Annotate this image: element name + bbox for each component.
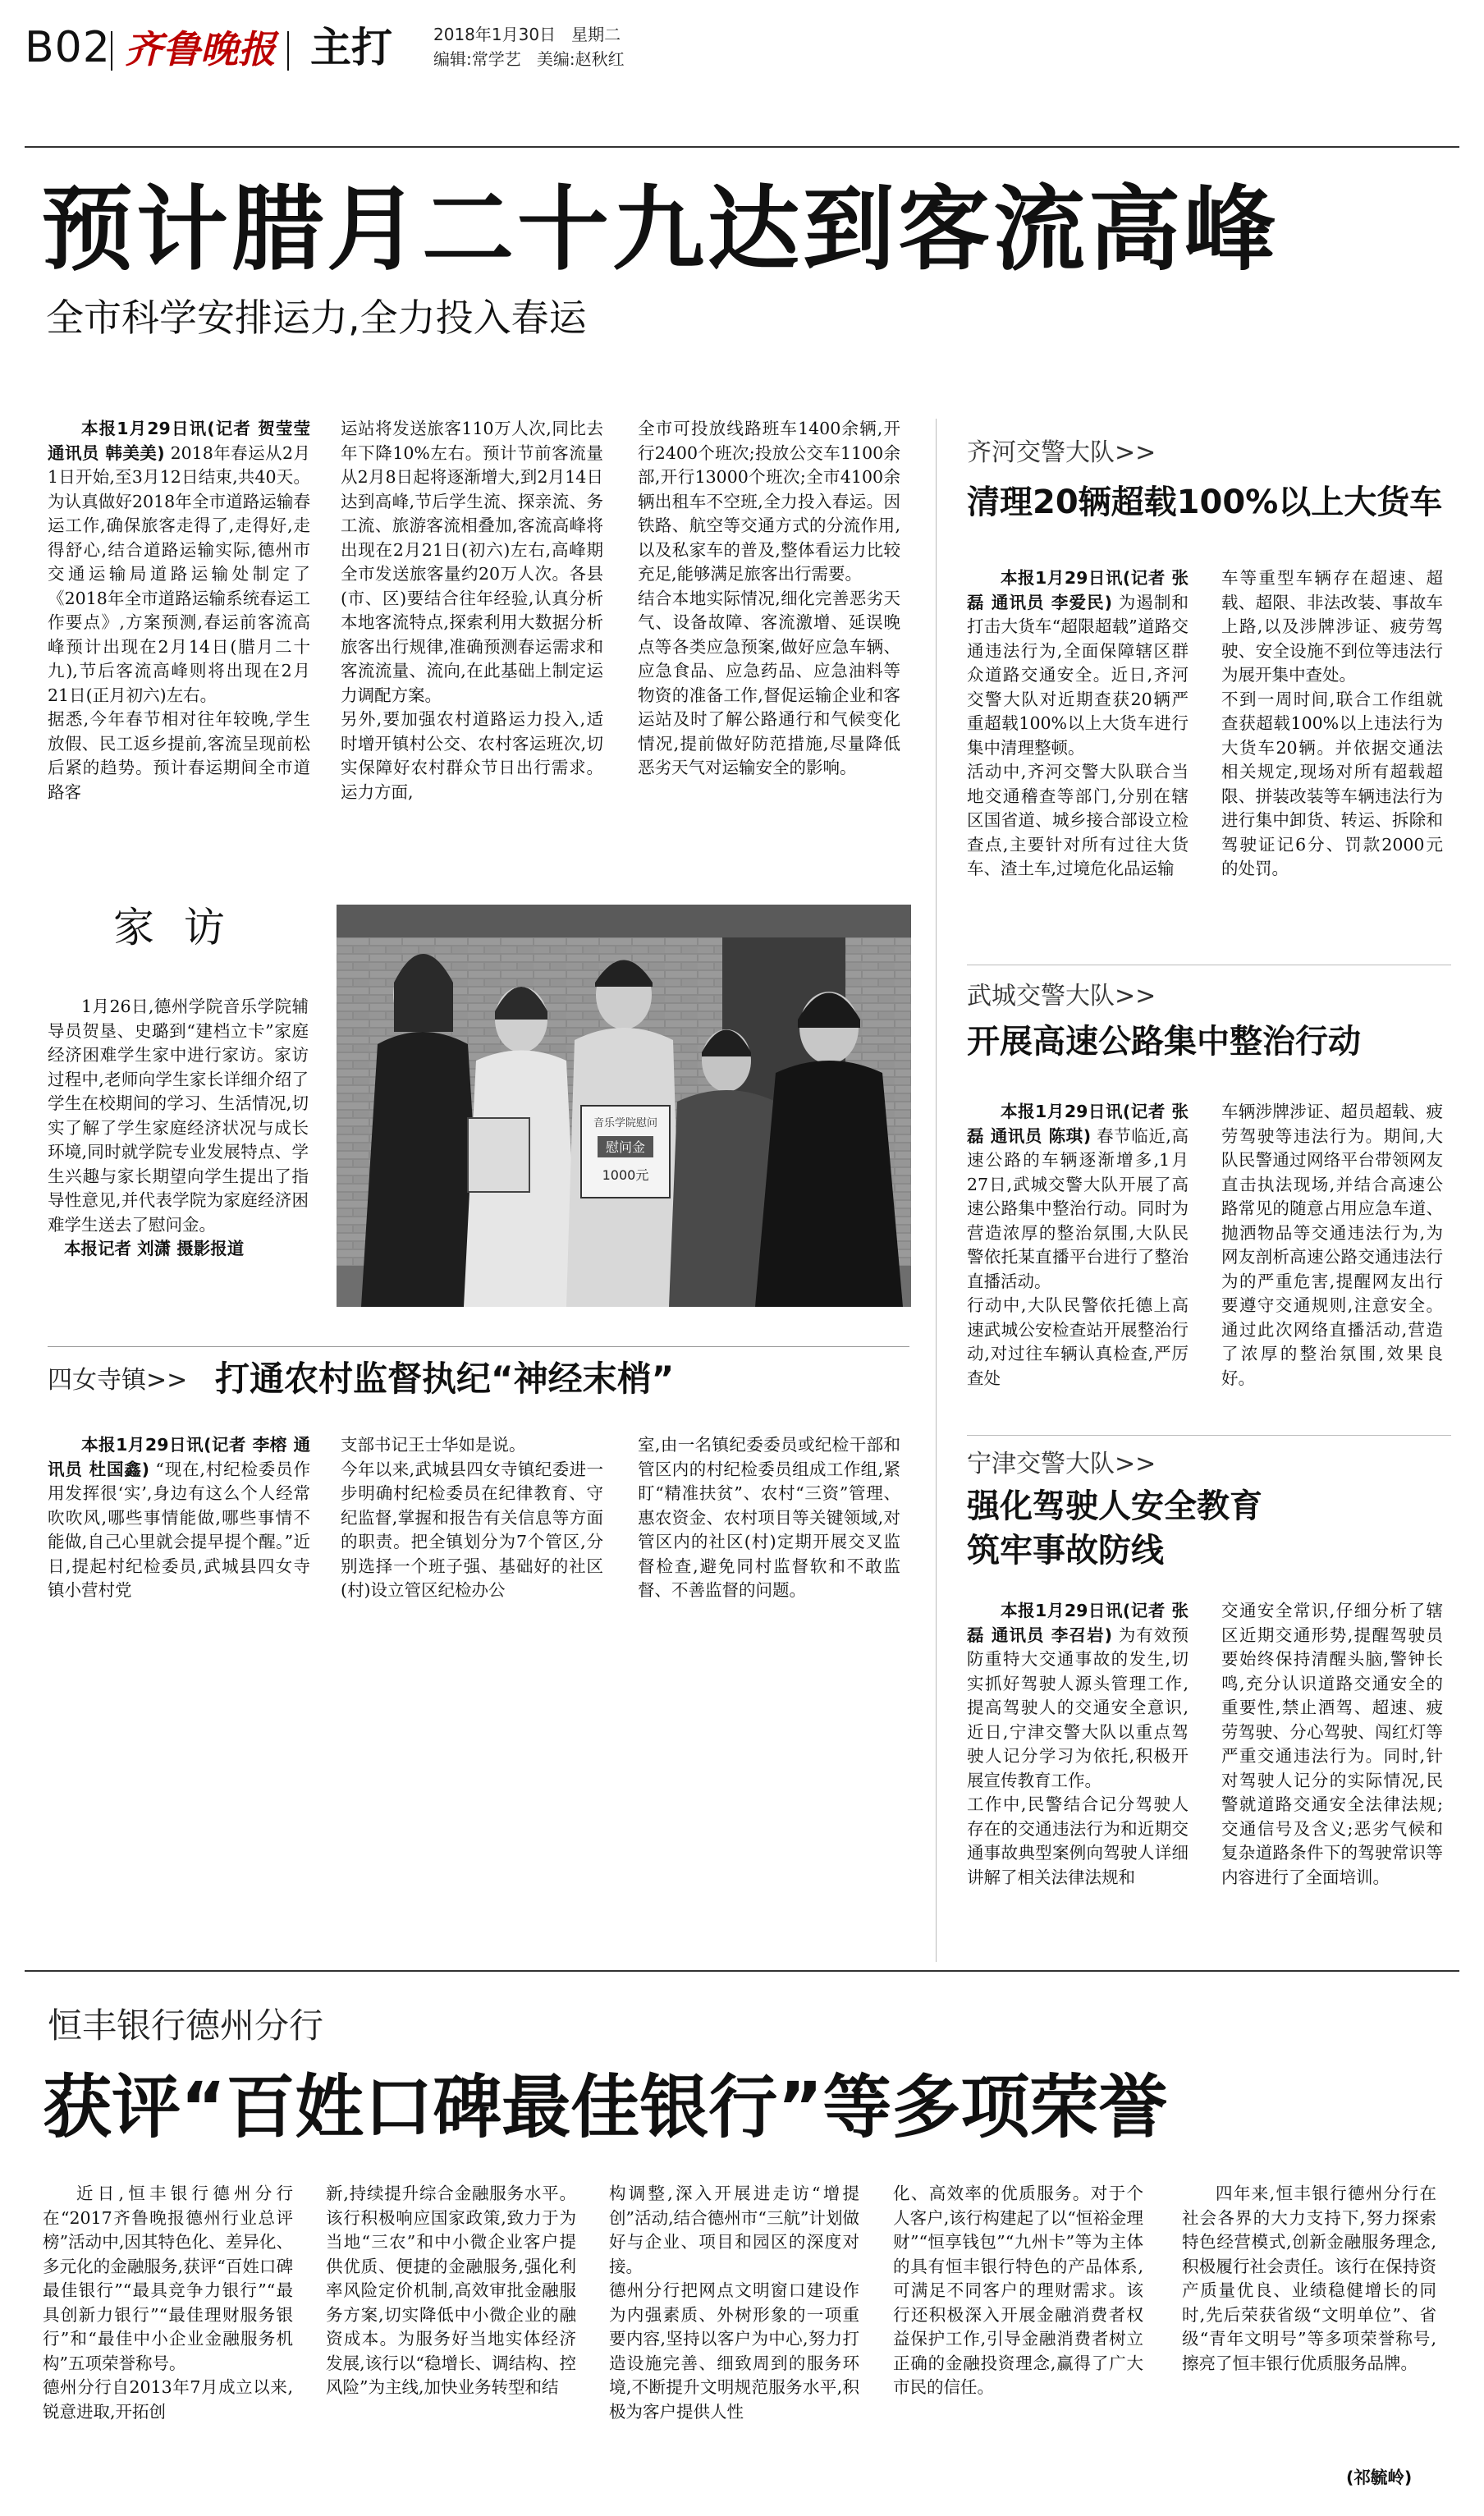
- weekday-text: 星期二: [571, 25, 621, 44]
- wucheng-col-1: [967, 1100, 1189, 1424]
- page-number: B02: [25, 23, 111, 72]
- qihe-title: 清理20辆超载100%以上大货车: [967, 483, 1443, 521]
- sinu-col-3: [638, 1433, 900, 1680]
- sign-line-1: 音乐学院慰问: [593, 1117, 658, 1130]
- bank-col-1-text: 近日,恒丰银行德州分行在“2017齐鲁晚报德州行业总评榜”活动中,因其特色化、差异化、多元化的金融服务,获评“百姓口碑最佳银行”“最具竞争力银行”“最具创新力银行”“最佳理财服务银行”和“最佳中小企业金融服务机构”五项荣誉称号。 德州分行自2013年7月成立以来,锐意进取,开拓创: [43, 2184, 293, 2422]
- ningjin-col-2: [1221, 1599, 1443, 1948]
- jiafang-body: 1月26日,德州学院音乐学院辅导员贺垦、史璐到“建档立卡”家庭经济困难学生家中进行家访。家访过程中,老师向学生家长详细介绍了学生在校期间的学习、生活情况,切实了解了学生家庭经济状况与成长环境,同时就学院专业发展特点、学生兴趣与家长期望向学生提出了指导性意见,并代表学院为家庭经济困难学生送去了慰问金。: [48, 997, 309, 1235]
- sinu-col-1-text: “现在,村纪检委员作用发挥很‘实’,身边有这么个人经常吹吹风,哪些事情能做,哪些事情不能做,自己心里就会提早提个醒。”近日,提起村纪检委员,武城县四女寺镇小营村党: [48, 1459, 310, 1600]
- right-column-divider: [936, 419, 937, 1962]
- qihe-kicker: 齐河交警大队>>: [967, 438, 1157, 467]
- ningjin-title-1: 强化驾驶人安全教育: [967, 1487, 1262, 1525]
- bank-rule: [25, 1970, 1459, 1972]
- sinu-dateline: 本报1月29日讯(记者 李榕 通讯员 杜国鑫): [48, 1435, 310, 1479]
- ningjin-col-2-text: 交通安全常识,仔细分析了辖区近期交通形势,提醒驾驶员要始终保持清醒头脑,警钟长鸣,充分认识道路交通安全的重要性,禁止酒驾、超速、疲劳驾驶、分心驾驶、闯红灯等严重交通违法行为。同时,针对驾驶人记分的实际情况,民警就道路交通安全法律法规;交通信号及含义;恶劣气候和复杂道路条件下的驾驶常识等内容进行了全面培训。: [1221, 1601, 1443, 1887]
- qihe-col-2: [1221, 566, 1443, 952]
- wucheng-col-2-text: 车辆涉牌涉证、超员超载、疲劳驾驶等违法行为。期间,大队民警通过网络平台带领网友直击执法现场,并结合高速公路常见的随意占用应急车道、抛洒物品等交通违法行为,为网友剖析高速公路交通违法行为的严重危害,提醒网友出行要遵守交通规则,注意安全。通过此次网络直播活动,营造了浓厚的整治氛围,效果良好。: [1221, 1102, 1443, 1388]
- wucheng-col-2: [1221, 1100, 1443, 1424]
- bank-col-4-text: 化、高效率的优质服务。对于个人客户,该行构建起了以“恒裕金理财”“恒享钱包”“九州卡”等为主体的具有恒丰银行特色的产品体系,可满足不同客户的理财需求。该行还积极深入开展金融消费者权益保护工作,引导金融消费者树立正确的金融投资理念,赢得了广大市民的信任。: [893, 2184, 1143, 2397]
- date-text: 2018年1月30日: [433, 25, 556, 44]
- masthead-rule: [25, 146, 1459, 148]
- sinu-col-2-text: 支部书记王士华如是说。 今年以来,武城县四女寺镇纪委进一步明确村纪检委员在纪律教育、守纪监督,掌握和报告有关信息等方面的职责。把全镇划分为7个管区,分别选择一个班子强、基础好的社区(村)设立管区纪检办公: [341, 1435, 603, 1600]
- bank-headline: 获评“百姓口碑最佳银行”等多项荣誉: [43, 2067, 1168, 2147]
- bank-col-5-text: 四年来,恒丰银行德州分行在社会各界的大力支持下,努力探索特色经营模式,创新金融服务理念,积极履行社会责任。该行在保持资产质量优良、业绩稳健增长的同时,先后荣获省级“文明单位”、省级“青年文明号”等多项荣誉称号,擦亮了恒丰银行优质服务品牌。: [1182, 2184, 1436, 2373]
- designer-text: 美编:赵秋红: [536, 49, 625, 69]
- bank-col-4: [893, 2182, 1143, 2490]
- jiafang-title: 家 访: [113, 904, 233, 951]
- ningjin-title-2: 筑牢事故防线: [967, 1532, 1164, 1570]
- bank-col-3-text: 构调整,深入开展进走访“增提创”活动,结合德州市“三航”计划做好与企业、项目和园区的深度对接。 德州分行把网点文明窗口建设作为内强素质、外树形象的一项重要内容,坚持以客户为中心,努力打造设施完善、细致周到的服务环境,不断提升文明规范服务水平,积极为客户提供人性: [609, 2184, 859, 2422]
- sinu-col-3-text: 室,由一名镇纪委委员或纪检干部和管区内的村纪检委员组成工作组,紧盯“精准扶贫”、农村“三资”管理、惠农资金、农村项目等关键领域,对管区内的社区(村)定期开展交叉监督检查,避免同村监督软和不敢监督、不善监督的问题。: [638, 1435, 900, 1600]
- jiafang-credit: 本报记者 刘潇 摄影报道: [64, 1239, 245, 1258]
- jiafang-caption: [48, 995, 309, 1290]
- bank-col-5: [1182, 2182, 1436, 2461]
- lead-col-1-text: 2018年春运从2月1日开始,至3月12日结束,共40天。为认真做好2018年全市道路运输春运工作,确保旅客走得了,走得好,走得舒心,结合道路运输实际,德州市交通运输局道路运输处制定了《2018年全市道路运输系统春运工作要点》,方案预测,春运前客流高峰预计出现在2月14日(腊月二十九),节后客流高峰则将出现在2月21日(正月初六)左右。 据悉,今年春节相对往年较晚,学生放假、民工返乡提前,客流呈现前松后紧的趋势。预计春运期间全市道路客: [48, 442, 310, 802]
- lead-subheadline: 全市科学安排运力,全力投入春运: [46, 296, 587, 340]
- ningjin-kicker: 宁津交警大队>>: [967, 1450, 1157, 1478]
- wucheng-dateline: 本报1月29日讯(记者 张磊 通讯员 陈琪): [967, 1102, 1189, 1146]
- lead-dateline: 本报1月29日讯(记者 贺莹莹 通讯员 韩美美): [48, 419, 310, 463]
- ningjin-rule: [967, 1435, 1451, 1436]
- lead-headline: 预计腊月二十九达到客流高峰: [41, 176, 1279, 283]
- qihe-dateline: 本报1月29日讯(记者 张磊 通讯员 李爱民): [967, 568, 1189, 612]
- masthead-divider-1: [111, 31, 112, 71]
- bank-col-2-text: 新,持续提升综合金融服务水平。该行积极响应国家政策,致力于为当地“三农”和中小微企业客户提供优质、便捷的金融服务,强化利率风险定价机制,高效审批金融服务方案,切实降低中小微企业的融资成本。为服务好当地实体经济发展,该行以“稳增长、调结构、控风险”为主线,加快业务转型和结: [326, 2184, 576, 2397]
- section-name: 主打: [310, 24, 392, 71]
- lead-col-2: [341, 417, 603, 877]
- sinu-title: 打通农村监督执纪“神经末梢”: [215, 1359, 675, 1399]
- photo-illustration: [337, 905, 911, 1307]
- qihe-col-2-text: 车等重型车辆存在超速、超载、超限、非法改装、事故车上路,以及涉牌涉证、疲劳驾驶、安全设施不到位等违法行为展开集中查处。 不到一周时间,联合工作组就查获超载100%以上违法行为大货车20辆。并依据交通法相关规定,现场对所有超载超限、拼装改装等车辆违法行为进行集中卸货、转运、拆除和驾驶证记6分、罚款2000元的处罚。: [1221, 568, 1443, 878]
- wucheng-kicker: 武城交警大队>>: [967, 982, 1157, 1011]
- jiafang-photo: [337, 905, 911, 1307]
- lead-col-3-text: 全市可投放线路班车1400余辆,开行2400个班次;投放公交车1100余部,开行13000个班次;全市4100余辆出租车不空班,全力投入春运。因铁路、航空等交通方式的分流作用,以及私家车的普及,整体看运力比较充足,能够满足旅客出行需要。 结合本地实际情况,细化完善恶劣天气、设备故障、客流激增、延误晚点等各类应急预案,做好应急车辆、应急食品、应急药品、应急油料等物资的准备工作,督促运输企业和客运站及时了解公路通行和气候变化情况,提前做好防范措施,尽量降低恶劣天气对运输安全的影响。: [638, 419, 900, 777]
- sinu-kicker: 四女寺镇>>: [48, 1366, 188, 1395]
- lead-col-2-text: 运站将发送旅客110万人次,同比去年下降10%左右。预计节前客流量从2月8日起将逐渐增大,到2月14日达到高峰,节后学生流、探亲流、务工流、旅游客流相叠加,客流高峰将出现在2月21日(初六)左右,高峰期全市发送旅客量约20万人次。各县(市、区)要结合往年经验,认真分析本地客流特点,探索利用大数据分析旅客出行规律,准确预测春运需求和客流流量、流向,在此基础上制定运力调配方案。 另外,要加强农村道路运力投入,适时增开镇村公交、农村客运班次,切实保障好农村群众节日出行需求。运力方面,: [341, 419, 603, 802]
- issue-date: [433, 23, 621, 46]
- lead-col-1: [48, 417, 310, 877]
- ningjin-dateline: 本报1月29日讯(记者 张磊 通讯员 李召岩): [967, 1601, 1189, 1645]
- paper-logo: 齐鲁晚报: [125, 27, 276, 71]
- ningjin-col-1: [967, 1599, 1189, 1948]
- qihe-col-1-text: 为遏制和打击大货车“超限超载”道路交通违法行为,全面保障辖区群众道路交通安全。近日,齐河交警大队对近期查获20辆严重超载100%以上大货车进行集中清理整顿。 活动中,齐河交警大队联合当地交通稽查等部门,分别在辖区国省道、城乡接合部设立检查点,主要针对所有过往大货车、渣土车,过境危化品运输: [967, 592, 1189, 878]
- wucheng-col-1-text: 春节临近,高速公路的车辆逐渐增多,1月27日,武城交警大队开展了高速公路集中整治行动。同时为营造浓厚的整治氛围,大队民警依托某直播平台进行了整治直播活动。 行动中,大队民警依托德上高速武城公安检查站开展整治行动,对过往车辆认真检查,严厉查处: [967, 1125, 1189, 1388]
- lead-col-3: [638, 417, 900, 877]
- bank-col-1: [43, 2182, 293, 2490]
- wucheng-title: 开展高速公路集中整治行动: [967, 1023, 1361, 1061]
- editor-text: 编辑:常学艺: [433, 49, 521, 69]
- sinu-rule: [48, 1346, 909, 1347]
- sign-line-3: 1000元: [602, 1167, 649, 1183]
- ningjin-col-1-text: 为有效预防重特大交通事故的发生,切实抓好驾驶人源头管理工作,提高驾驶人的交通安全意识,近日,宁津交警大队以重点驾驶人记分学习为依托,积极开展宣传教育工作。 工作中,民警结合记分驾驶人存在的交通违法行为和近期交通事故典型案例向驾驶人详细讲解了相关法律法规和: [967, 1625, 1189, 1887]
- bank-credit: (祁毓岭): [1346, 2468, 1413, 2487]
- qihe-col-1: [967, 566, 1189, 952]
- bank-col-2: [326, 2182, 576, 2490]
- bank-col-3: [609, 2182, 859, 2490]
- sinu-col-2: [341, 1433, 603, 1680]
- sinu-col-1: [48, 1433, 310, 1680]
- bank-kicker: 恒丰银行德州分行: [48, 2005, 324, 2046]
- masthead-divider-2: [287, 31, 289, 71]
- sign-line-2: 慰问金: [605, 1139, 646, 1155]
- editor-line: [433, 48, 625, 71]
